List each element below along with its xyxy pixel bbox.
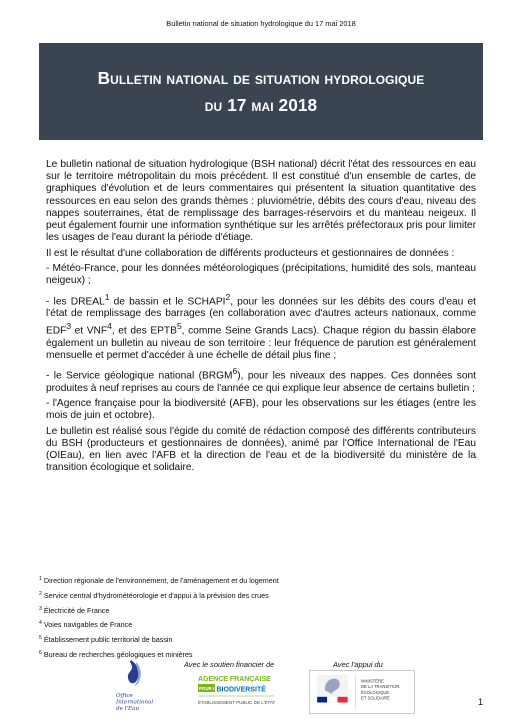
afb-logo-text: AGENCE FRANÇAISE [198, 676, 271, 683]
footnote-number: 5 [39, 635, 42, 642]
footnote-ref-5: 5 [176, 321, 182, 332]
item-dreal-text-2: de bassin et le SCHAPI [109, 295, 226, 307]
page-number: 1 [478, 697, 484, 707]
item-dreal-text-4: et VNF [71, 325, 108, 337]
footnotes [39, 573, 479, 662]
item-afb: - l'Agence française pour la biodiversité (AFB), pour les observations sur les étiages (entre les mois de juin et octobre). [46, 398, 476, 422]
afb-logo-text: POUR LA [199, 686, 219, 692]
financial-support-label: Avec le soutien financier de [184, 660, 275, 669]
footnote [39, 588, 479, 603]
item-dreal-text-3: , pour les données sur les débits des cours d'eau et l'état de remplissage des barrages (en collaboration avec d'autres acteurs nationaux, comme EDF [46, 295, 477, 337]
rf-logo-text: ÉCOLOGIQUE [361, 689, 390, 695]
footnote [39, 617, 479, 632]
body-text [46, 159, 476, 478]
item-dreal-text-5: , et des EPTB [111, 325, 177, 337]
running-header: Bulletin national de situation hydrologique du 17 mai 2018 [166, 19, 356, 28]
footnote-text: Service central d'hydrométéorologie et d'appui à la prévision des crues [43, 590, 269, 600]
republique-francaise-logo [309, 670, 415, 714]
footnote-text: Établissement public territorial de bassin [43, 635, 173, 645]
afb-logo-text: ÉTABLISSEMENT PUBLIC DE L'ÉTAT [198, 700, 276, 705]
oieau-logo-text: International [116, 699, 154, 706]
rf-logo-text: DE LA TRANSITION [361, 684, 400, 690]
afb-logo [188, 673, 280, 713]
afb-logo-text: BIODIVERSITÉ [216, 686, 266, 694]
item-meteo-france: - Météo-France, pour les données météorologiques (précipitations, humidité des sols, manteau neigeux) ; [46, 263, 476, 287]
rf-logo-text: MINISTÈRE [361, 678, 384, 684]
title-banner [39, 43, 483, 140]
document-title-line-1: Bulletin national de situation hydrologique [97, 67, 425, 88]
footnote-number: 4 [39, 620, 42, 627]
intro-paragraph: Le bulletin national de situation hydrologique (BSH national) décrit l'état des ressources en eau sur le territoire métropolitain du mois précédent. Il est constitué d'un ensemble de cartes, de graphiques d'évolution et de leurs commentaires qui présentent la situation quantitative des ressources en eau selon des grands thèmes : pluviométrie, débits des cours d'eau, niveau des nappes souterraines, état de remplissage des barrages-réservoirs et du manteau neigeux. Il peut également fournir une information synthétique sur les arrêtés préfectoraux pris pour limiter les usages de l'eau durant la période d'étiage. [46, 159, 476, 244]
oieau-logo-text: de l'Eau [116, 706, 140, 712]
oieau-logo-text: Office [116, 693, 133, 699]
item-brgm-text-1: - le Service géologique national (BRGM [46, 370, 233, 382]
rf-logo-flag [338, 697, 348, 703]
item-dreal-text-1: - les DREAL [46, 295, 105, 307]
footnote-text: Électricité de France [43, 605, 110, 615]
document-title-line-2: du 17 mai 2018 [204, 94, 318, 115]
oieau-logo [113, 658, 155, 714]
footnote-ref-4: 4 [107, 321, 112, 332]
footnote-number: 6 [39, 649, 42, 656]
footnote-number: 3 [39, 605, 42, 612]
collaboration-intro: Il est le résultat d'une collaboration de différents producteurs et gestionnaires de données : [46, 247, 455, 259]
footnote-text: Bureau de recherches géologiques et minières [43, 649, 193, 659]
item-dreal-schapi [46, 291, 476, 363]
footnote-ref-6: 6 [232, 366, 238, 377]
item-dreal-text-6: , comme Seine Grands Lacs). Chaque région du bassin élabore également un bulletin au niveau de son territoire : leur fréquence de parution est généralement mensuelle et permet d'accéder à une échelle de détail plus fine ; [46, 325, 476, 362]
footnote-text: Direction régionale de l'environnement, de l'aménagement et du logement [43, 576, 279, 585]
rf-logo-text: ET SOLIDAIRE [361, 695, 390, 701]
item-brgm-text-2: ), pour les niveaux des nappes. Ces données sont produites à neuf reprises au cours de l'année ce qui explique leur absence de certains bulletin ; [46, 370, 476, 394]
support-label: Avec l'appui du [333, 660, 383, 669]
closing-paragraph: Le bulletin est réalisé sous l'égide du comité de rédaction composé des différents contributeurs du BSH (producteurs et gestionnaires de données), animé par l'Office International de l'Eau (OIEau), en lien avec l'AFB et la direction de l'eau et de la biodiversité du ministère de la transition écologique et solidaire. [46, 425, 476, 474]
rf-logo-flag [327, 697, 337, 703]
footnote [39, 632, 479, 647]
footnote [39, 573, 479, 588]
footnote-text: Voies navigables de France [43, 620, 133, 630]
rf-logo-flag [317, 697, 327, 703]
footnote-ref-1: 1 [104, 291, 110, 302]
footnote [39, 603, 479, 618]
footnote-number: 1 [39, 576, 42, 582]
footnote-ref-2: 2 [225, 291, 231, 302]
item-brgm [46, 365, 476, 395]
footnote-ref-3: 3 [66, 321, 72, 332]
footnote-number: 2 [39, 590, 42, 597]
